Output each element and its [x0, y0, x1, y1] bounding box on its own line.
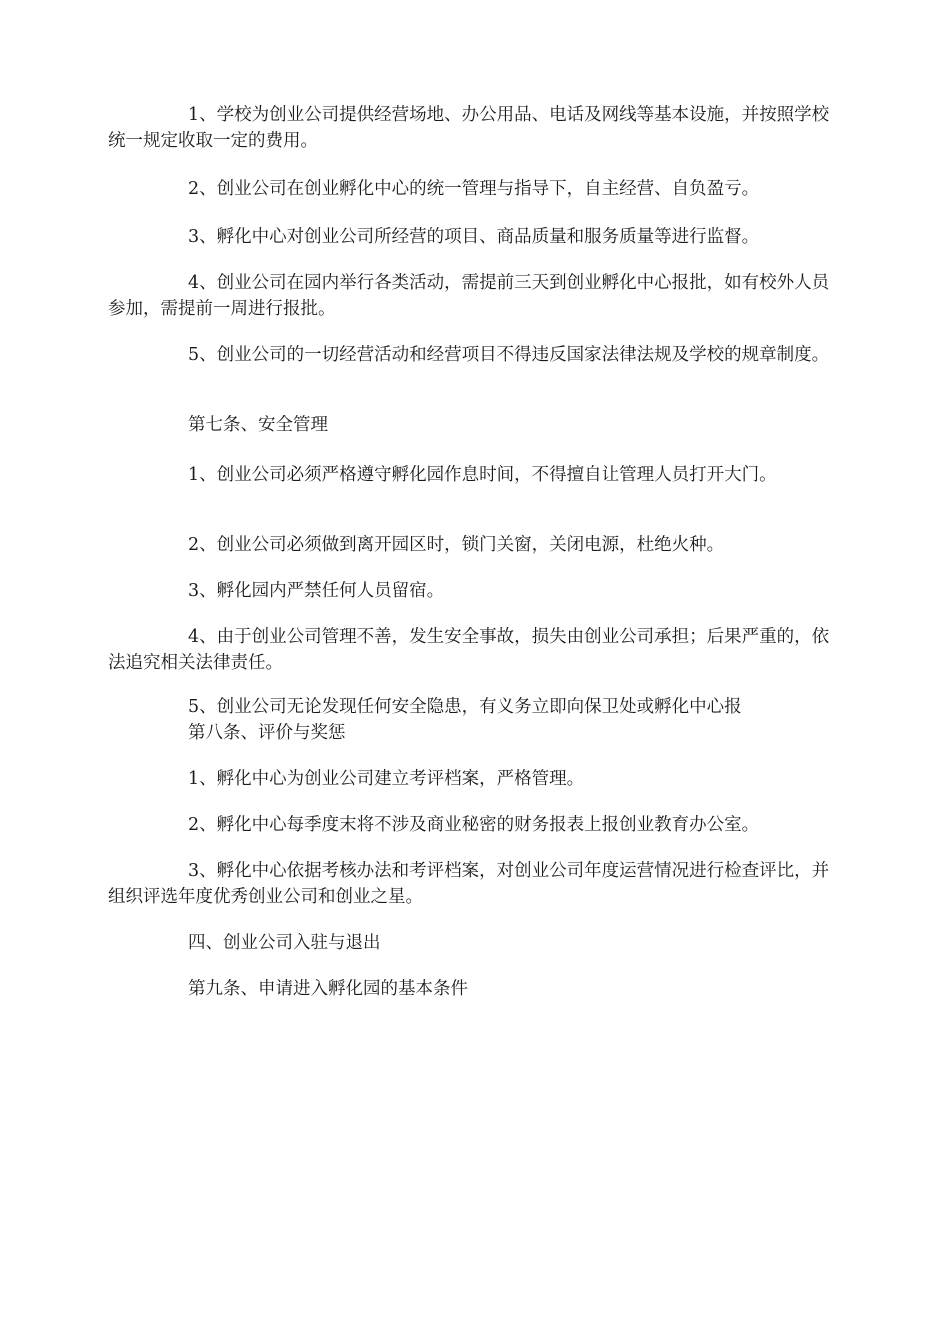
section-heading-entry-conditions: 第九条、申请进入孵化园的基本条件 [188, 979, 468, 999]
paragraph-safety-no-overnight: 3、孵化园内严禁任何人员留宿。 [188, 581, 445, 601]
paragraph-safety-hours: 1、创业公司必须严格遵守孵化园作息时间，不得擅自让管理人员打开大门。 [188, 465, 777, 485]
paragraph-provision-supervision: 3、孵化中心对创业公司所经营的项目、商品质量和服务质量等进行监督。 [188, 227, 760, 247]
paragraph-safety-leaving: 2、创业公司必须做到离开园区时，锁门关窗，关闭电源，杜绝火种。 [188, 535, 725, 555]
paragraph-evaluation-financial-report: 2、孵化中心每季度末将不涉及商业秘密的财务报表上报创业教育办公室。 [188, 815, 760, 835]
section-heading-evaluation: 第八条、评价与奖惩 [188, 723, 346, 743]
paragraph-provision-self-management: 2、创业公司在创业孵化中心的统一管理与指导下，自主经营、自负盈亏。 [188, 179, 760, 199]
section-heading-entry-exit: 四、创业公司入驻与退出 [188, 933, 381, 953]
paragraph-evaluation-review: 3、孵化中心依据考核办法和考评档案，对创业公司年度运营情况进行检查评比，并组织评选年度优秀创业公司和创业之星。 [108, 861, 830, 907]
paragraph-safety-report-hazards: 5、创业公司无论发现任何安全隐患，有义务立即向保卫处或孵化中心报 [188, 697, 742, 717]
paragraph-provision-activities: 4、创业公司在园内举行各类活动，需提前三天到创业孵化中心报批，如有校外人员参加，需提前一周进行报批。 [108, 273, 830, 319]
section-heading-safety-management: 第七条、安全管理 [188, 415, 328, 435]
paragraph-evaluation-archive: 1、孵化中心为创业公司建立考评档案，严格管理。 [188, 769, 585, 789]
paragraph-provision-facilities: 1、学校为创业公司提供经营场地、办公用品、电话及网线等基本设施，并按照学校统一规定收取一定的费用。 [108, 105, 830, 151]
paragraph-safety-liability: 4、由于创业公司管理不善，发生安全事故，损失由创业公司承担；后果严重的，依法追究相关法律责任。 [108, 627, 830, 673]
paragraph-provision-compliance: 5、创业公司的一切经营活动和经营项目不得违反国家法律法规及学校的规章制度。 [188, 345, 830, 365]
